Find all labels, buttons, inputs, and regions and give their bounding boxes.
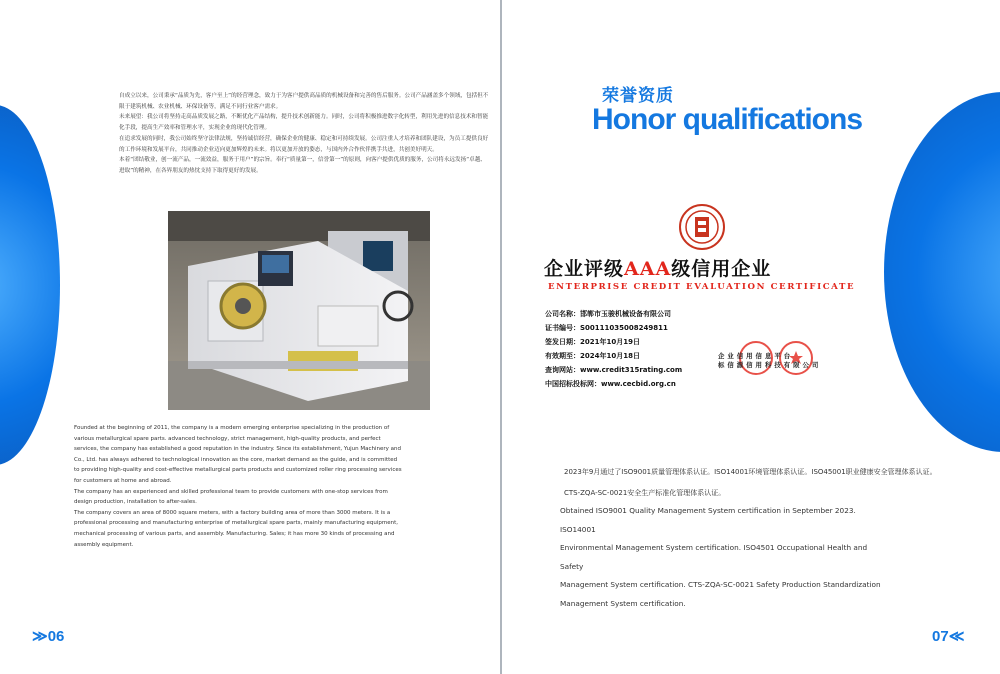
- en-line: Obtained ISO9001 Quality Management System certification in September 2023. ISO14001: [560, 506, 856, 534]
- certificate-field: 签发日期：2021年10月19日: [545, 337, 640, 346]
- en-line: Management System certification.: [560, 598, 686, 608]
- page-number-left: ≫06: [32, 628, 65, 645]
- certificate-subtitle: ENTERPRISE CREDIT EVALUATION CERTIFICATE: [548, 282, 856, 292]
- certificate-title: 企业评级AAA级信用企业: [544, 258, 772, 280]
- certificate-field: 查询网站：www.credit315rating.com: [545, 365, 683, 374]
- lathe-machine-photo: [168, 211, 430, 410]
- cn-paragraph: 本着“团结敬业，创一流产品，一流效益，服务于用户”的宗旨。奉行“质量第一，信誉第一”的原则，向客户提供优质的服务，公司将永远发扬“卓越、进取”的精神，在各界朋友的热忱支持下取得更好的发展。: [119, 157, 486, 174]
- cn-paragraph: 未来展望：我公司将坚持走高品质发展之路，不断优化产品结构，提升技术创新能力。同时，公司将积极推进数字化转型，利用先进的信息技术和智能化手段，提高生产效率和管理水平，实现企业的现代化管理。: [119, 114, 489, 132]
- en-line: Environmental Management System certification. ISO4501 Occupational Health and Safety: [560, 543, 868, 571]
- certificate-fields: [545, 308, 682, 391]
- english-intro-text: [74, 423, 404, 550]
- en-paragraph: Founded at the beginning of 2011, the company is a modern emerging enterprise specializing in the production of various metallurgical spare parts. advanced technology, strict management, high-quality products, and perfect services, the company has established a good reputation in the industry. Since its establishment, Yujun Machinery and Co., Ltd. has always adhered to technological innovation as the core, market demand as the guide, and is committed to providing high-quality and cost-effective metallurgical parts products and customized roller ring processing services for customers at home and abroad.: [74, 425, 402, 484]
- double-chevron-right-icon: ≫: [32, 628, 48, 645]
- certificate-field: 公司名称：邯郸市玉骏机械设备有限公司: [545, 310, 671, 318]
- en-paragraph: The company has an experienced and skilled professional team to provide customers with one-stop services from design production, installation to after-sales.: [74, 488, 388, 506]
- cn-paragraph: 自成立以来，公司秉承“品质为先，客户至上”的经营理念，致力于为客户提供高品质的机械设备和完善的售后服务。公司产品涵盖多个领域，包括但不限于建筑机械、农业机械、环保设备等，满足不同行业客户需求。: [119, 93, 489, 110]
- en-line: Management System certification. CTS-ZQA-SC-0021 Safety Production Standardization: [560, 580, 881, 589]
- decorative-blue-circle: [0, 105, 60, 465]
- section-title-chinese: 荣誉资质: [602, 86, 674, 106]
- certificate-field: 中国招标投标网：www.cecbid.org.cn: [545, 379, 676, 388]
- page-number-right: 07≪: [932, 628, 965, 645]
- certification-text-english: [560, 502, 890, 613]
- certificate-issuer: 企业信用信息平台 标信源信用科技有限公司: [718, 352, 822, 369]
- certificate-field: 有效期至：2024年10月18日: [545, 351, 640, 360]
- credit-certificate: [532, 190, 856, 410]
- certificate-field: 证书编号：S00111035008249811: [545, 323, 668, 332]
- right-page: [502, 0, 1000, 674]
- cn-paragraph: 在追求发展的同时，我公司始终坚守法律法规，坚持诚信经营，确保企业的健康、稳定和可持续发展。公司注重人才培养和团队建设，为员工提供良好的工作环境和发展平台，共同推动企业迈向更加辉煌的未来。将以更加开放的姿态，与国内外合作伙伴携手共进，共创美好明天。: [119, 135, 489, 153]
- cn-line: CTS-ZQA-SC-0021安全生产标准化管理体系认证。: [564, 489, 726, 497]
- certification-text-chinese: [564, 462, 984, 504]
- en-paragraph: The company covers an area of 8000 square meters, with a factory building area of more than 3000 meters. It is a professional processing and manufacturing enterprise of metallurgical spare parts, mainly manufacturing equipment, mechanical processing of various parts, and assembly. Manufacturing. Sales; it has more 30 kinds of processing and assembly equipment.: [74, 509, 399, 548]
- certificate-emblem-icon: [667, 197, 737, 257]
- double-chevron-left-icon: ≪: [948, 628, 965, 645]
- section-title-english: Honor qualifications: [592, 103, 863, 136]
- cn-line: 2023年9月通过了ISO9001质量管理体系认证。ISO14001环境管理体系认证。ISO45001职业健康安全管理体系认证。: [564, 468, 937, 476]
- chinese-intro-text: [119, 91, 489, 177]
- decorative-blue-circle: [884, 92, 1000, 452]
